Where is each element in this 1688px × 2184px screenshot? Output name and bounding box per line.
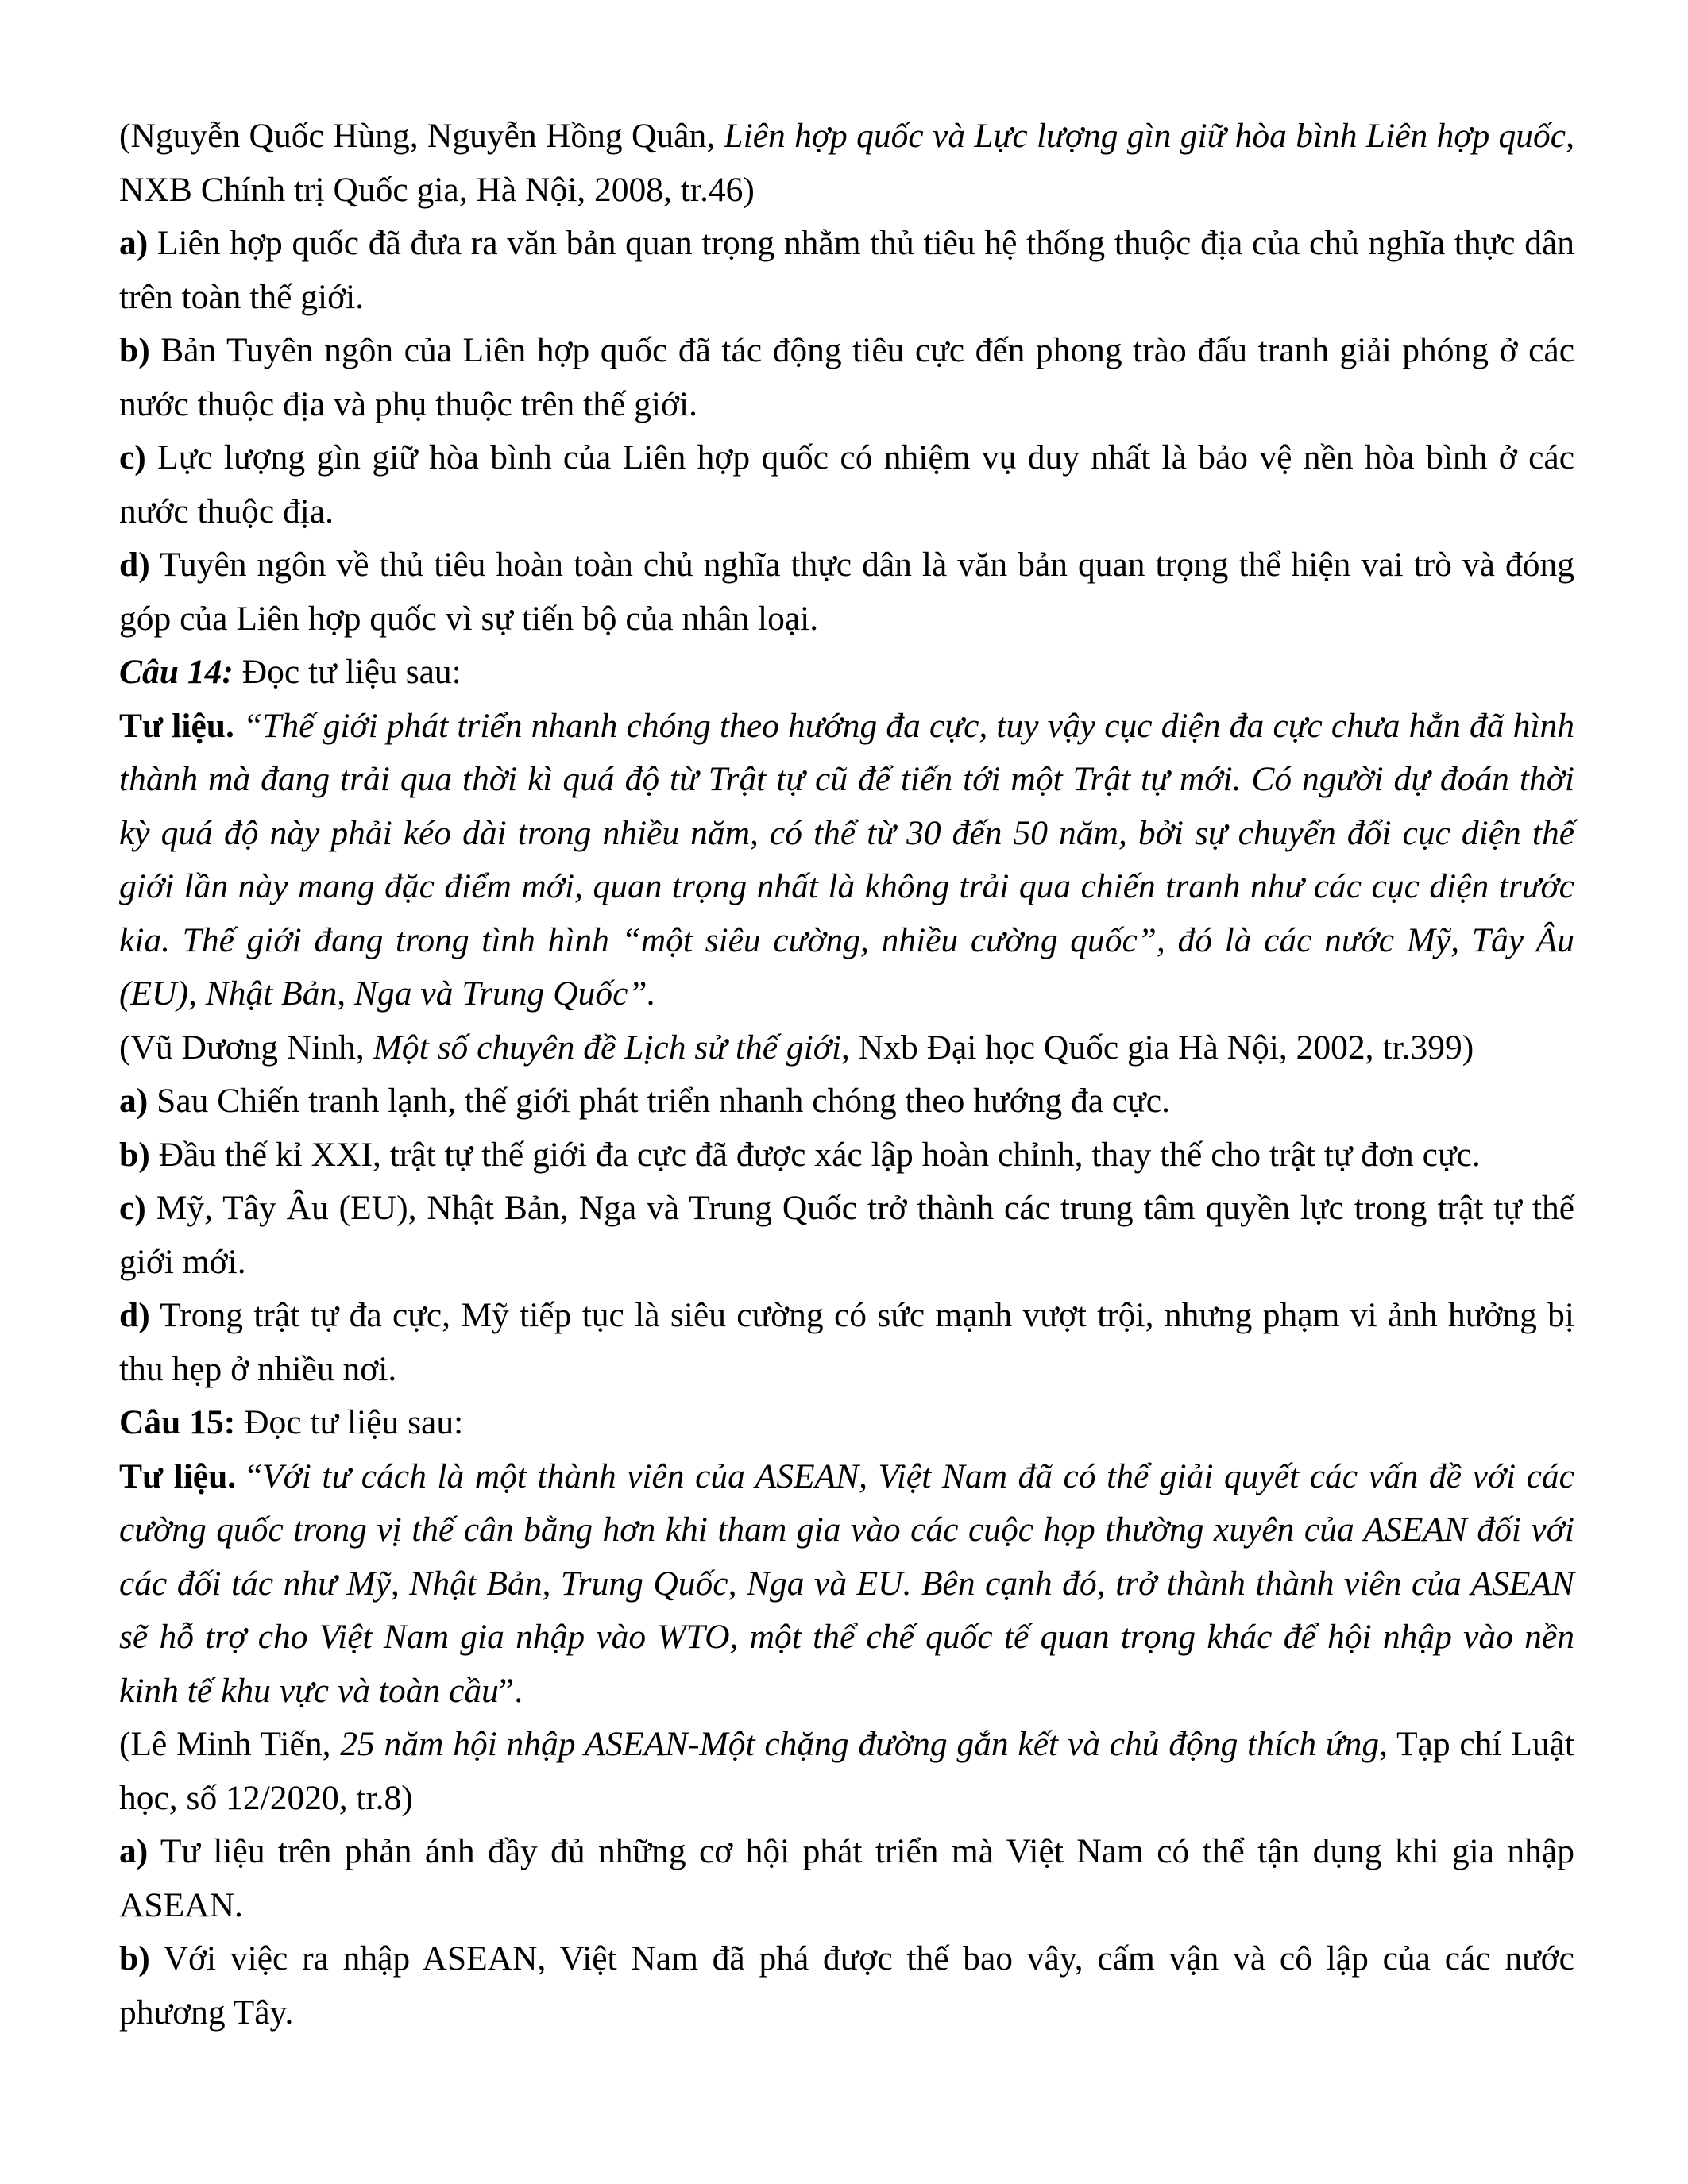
citation-publisher: , NXB Chính trị Quốc gia, Hà Nội, 2008, tr.46): [119, 117, 1574, 209]
source-label: Tư liệu.: [119, 706, 234, 745]
q15-heading: [119, 1396, 1574, 1450]
q14-citation: [119, 1021, 1574, 1075]
citation-title: 25 năm hội nhập ASEAN-Một chặng đường gắn kết và chủ động thích ứng: [340, 1725, 1380, 1763]
statement-label: d): [119, 546, 150, 584]
q14-statement-b: [119, 1129, 1574, 1183]
statement-text: Bản Tuyên ngôn của Liên hợp quốc đã tác động tiêu cực đến phong trào đấu tranh giải phóng ở các nước thuộc địa và phụ thuộc trên thế giới.: [119, 331, 1574, 423]
statement-label: b): [119, 1939, 150, 1978]
source-open-quote: “: [236, 1457, 263, 1495]
statement-text: Trong trật tự đa cực, Mỹ tiếp tục là siêu cường có sức mạnh vượt trội, nhưng phạm vi ảnh hưởng bị thu hẹp ở nhiều nơi.: [119, 1296, 1574, 1388]
source-quote: “Thế giới phát triển nhanh chóng theo hướng đa cực, tuy vậy cục diện đa cực chưa hẳn đã hình thành mà đang trải qua thời kì quá độ từ Trật tự cũ để tiến tới một Trật tự mới. Có người dự đoán thời kỳ quá độ này phải kéo dài trong nhiều năm, có thể từ 30 đến 50 năm, bởi sự chuyển đổi cục diện thế giới lần này mang đặc điểm mới, quan trọng nhất là không trải qua chiến tranh như các cục diện trước kia. Thế giới đang trong tình hình “một siêu cường, nhiều cường quốc”, đó là các nước Mỹ, Tây Âu (EU), Nhật Bản, Nga và Trung Quốc”.: [119, 706, 1575, 1013]
statement-label: d): [119, 1296, 150, 1334]
q13-statement-c: [119, 431, 1574, 538]
q14-statement-c: [119, 1182, 1574, 1289]
statement-text: Tuyên ngôn về thủ tiêu hoàn toàn chủ nghĩa thực dân là văn bản quan trọng thể hiện vai trò và đóng góp của Liên hợp quốc vì sự tiến bộ của nhân loại.: [119, 546, 1574, 638]
statement-text: Đầu thế kỉ XXI, trật tự thế giới đa cực đã được xác lập hoàn chỉnh, thay thế cho trật tự đơn cực.: [149, 1135, 1481, 1174]
question-instruction: Đọc tư liệu sau:: [235, 1403, 464, 1441]
citation-authors: (Vũ Dương Ninh,: [119, 1028, 373, 1067]
statement-text: Lực lượng gìn giữ hòa bình của Liên hợp quốc có nhiệm vụ duy nhất là bảo vệ nền hòa bình ở các nước thuộc địa.: [119, 438, 1574, 531]
citation-q13: [119, 110, 1574, 217]
statement-label: b): [119, 331, 150, 369]
statement-text: Mỹ, Tây Âu (EU), Nhật Bản, Nga và Trung Quốc trở thành các trung tâm quyền lực trong trật tự thế giới mới.: [119, 1189, 1574, 1281]
statement-text: Sau Chiến tranh lạnh, thế giới phát triển nhanh chóng theo hướng đa cực.: [148, 1082, 1170, 1120]
q14-statement-a: [119, 1075, 1574, 1129]
source-quote: Với tư cách là một thành viên của ASEAN, Việt Nam đã có thể giải quyết các vấn đề với các cường quốc trong vị thế cân bằng hơn khi tham gia vào các cuộc họp thường xuyên của ASEAN đối với các đối tác như Mỹ, Nhật Bản, Trung Quốc, Nga và EU. Bên cạnh đó, trở thành thành viên của ASEAN sẽ hỗ trợ cho Việt Nam gia nhập vào WTO, một thể chế quốc tế quan trọng khác để hội nhập vào nền kinh tế khu vực và toàn cầu: [119, 1457, 1574, 1710]
q15-statement-b: [119, 1932, 1574, 2039]
citation-publisher: , Tạp chí Luật học, số 12/2020, tr.8): [119, 1725, 1574, 1817]
statement-text: Tư liệu trên phản ánh đầy đủ những cơ hội phát triển mà Việt Nam có thể tận dụng khi gia nhập ASEAN.: [119, 1832, 1574, 1924]
citation-title: Liên hợp quốc và Lực lượng gìn giữ hòa bình Liên hợp quốc: [724, 117, 1566, 155]
document-page: [119, 110, 1574, 2039]
statement-text: Liên hợp quốc đã đưa ra văn bản quan trọng nhằm thủ tiêu hệ thống thuộc địa của chủ nghĩa thực dân trên toàn thế giới.: [119, 224, 1574, 316]
statement-label: a): [119, 1832, 149, 1870]
q13-statement-b: [119, 324, 1574, 431]
q15-source: [119, 1450, 1574, 1719]
q14-heading: [119, 646, 1574, 700]
citation-authors: (Nguyễn Quốc Hùng, Nguyễn Hồng Quân,: [119, 117, 724, 155]
statement-label: b): [119, 1135, 150, 1174]
citation-title: Một số chuyên đề Lịch sử thế giới: [373, 1028, 842, 1067]
statement-text: Với việc ra nhập ASEAN, Việt Nam đã phá được thế bao vây, cấm vận và cô lập của các nước phương Tây.: [119, 1939, 1574, 2032]
q13-statement-d: [119, 538, 1574, 646]
statement-label: c): [119, 1189, 146, 1227]
source-close-quote: ”.: [498, 1671, 523, 1710]
statement-label: a): [119, 224, 149, 262]
citation-publisher: , Nxb Đại học Quốc gia Hà Nội, 2002, tr.399): [841, 1028, 1474, 1067]
question-number: Câu 15:: [119, 1403, 236, 1441]
q13-statement-a: [119, 217, 1574, 324]
q14-statement-d: [119, 1289, 1574, 1396]
q14-source: [119, 700, 1574, 1021]
q15-statement-a: [119, 1825, 1574, 1932]
question-instruction: Đọc tư liệu sau:: [233, 653, 462, 691]
source-label: Tư liệu.: [119, 1457, 237, 1495]
statement-label: a): [119, 1082, 149, 1120]
question-number: Câu 14:: [119, 653, 234, 691]
statement-label: c): [119, 438, 146, 477]
q15-citation: [119, 1718, 1574, 1825]
citation-authors: (Lê Minh Tiến,: [119, 1725, 341, 1763]
